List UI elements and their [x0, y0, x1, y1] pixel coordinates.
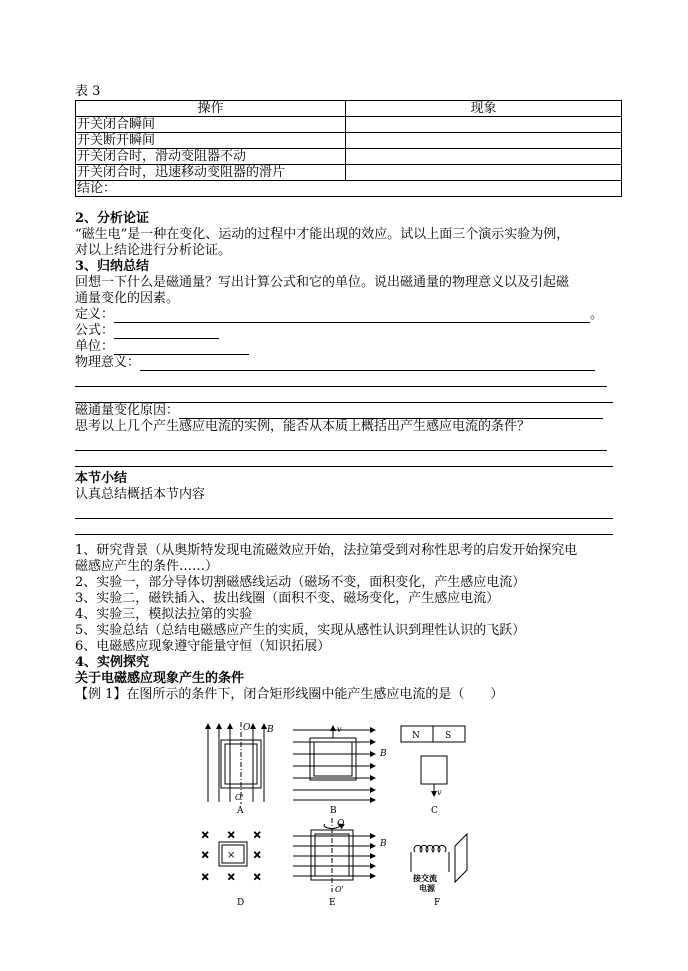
table-caption: 表 3: [75, 84, 101, 99]
formula-blank[interactable]: [114, 327, 219, 339]
figure-c-velocity-label: v: [437, 788, 442, 797]
summary-intro: 认真总结概括本节内容: [75, 487, 206, 502]
figure-label: F: [434, 898, 441, 908]
formula-label: 公式：: [75, 323, 115, 338]
definition-blank[interactable]: [114, 311, 590, 323]
meaning-line: [75, 355, 615, 371]
cause-label: 磁通量变化原因：: [75, 403, 180, 418]
summary-item: 2、实验一，部分导体切割磁感线运动（磁场不变，面积变化，产生感应电流）: [75, 575, 526, 590]
section-2-heading: 2、分析论证: [75, 211, 150, 226]
answer-rule[interactable]: [75, 519, 613, 535]
meaning-blank[interactable]: [140, 359, 595, 371]
row-operation: 开关闭合时，滑动变阻器不动: [76, 149, 346, 165]
magnet-north-label: N: [412, 731, 420, 741]
figure-c: [401, 726, 465, 796]
table-row: [76, 133, 622, 149]
unit-label: 单位：: [75, 339, 115, 354]
example-figure: [201, 720, 495, 920]
definition-end: 。: [590, 307, 604, 322]
figure-e-axis-label: O: [337, 819, 345, 829]
svg-text:×: ×: [253, 872, 262, 883]
answer-rule[interactable]: [75, 435, 607, 451]
answer-rule[interactable]: [75, 451, 613, 467]
figure-a-axis-label: O: [243, 723, 251, 733]
figure-e: [293, 818, 375, 892]
section-2-para-1: “磁生电”是一种在变化、运动的过程中才能出现的效应。试以上面三个演示实验为例，: [75, 227, 570, 242]
unit-line: [75, 339, 615, 355]
table-row: [76, 165, 622, 181]
answer-rule[interactable]: [75, 503, 613, 519]
section-3-para-2: 通量变化的因素。: [75, 291, 180, 306]
table-3: [75, 100, 622, 197]
svg-text:×: ×: [201, 850, 210, 861]
summary-heading: 本节小结: [75, 471, 128, 486]
row-phenomenon-cell[interactable]: [346, 133, 622, 149]
figure-a-axis-label-bottom: O': [235, 793, 244, 802]
ac-source-label-line-1: 接交流: [413, 873, 437, 883]
figure-a: [208, 722, 264, 804]
answer-rule[interactable]: [75, 387, 613, 403]
figure-e-axis-label-bottom: O': [335, 885, 344, 894]
svg-text:×: ×: [201, 872, 210, 883]
svg-text:×: ×: [227, 872, 236, 883]
section-4-subheading: 关于电磁感应现象产生的条件: [75, 671, 245, 686]
example-1-question: 【例 1】在图所示的条件下，闭合矩形线圈中能产生感应电流的是（ ）: [75, 687, 504, 702]
summary-item: 4、实验三，模拟法拉第的实验: [75, 607, 253, 622]
table-row: [76, 117, 622, 133]
summary-item: 磁感应产生的条件……）: [75, 559, 219, 574]
summary-item: 6、电磁感应现象遵守能量守恒（知识拓展）: [75, 639, 331, 654]
row-operation: 开关断开瞬间: [76, 133, 346, 149]
summary-item: 5、实验总结（总结电磁感应产生的实质，实现从感性认识到理性认识的飞跃）: [75, 623, 526, 638]
figure-b-field-label: B: [380, 749, 387, 759]
definition-line: [75, 307, 615, 323]
summary-item: 3、实验二，磁铁插入、拔出线圈（面积不变、磁场变化，产生感应电流）: [75, 591, 500, 606]
magnet-south-label: S: [445, 731, 452, 741]
definition-label: 定义：: [75, 307, 115, 322]
figure-b: [293, 726, 375, 800]
formula-line: [75, 323, 615, 339]
svg-text:×: ×: [253, 830, 262, 841]
answer-rule[interactable]: [75, 371, 607, 387]
figure-e-field-label: B: [380, 839, 387, 849]
unit-blank[interactable]: [114, 343, 249, 355]
table-conclusion-row: [76, 181, 622, 197]
section-3-para-1: 回想一下什么是磁通量？写出计算公式和它的单位。说出磁通量的物理意义以及引起磁: [75, 275, 570, 290]
ac-source-label-line-2: 电源: [419, 883, 435, 893]
row-operation: 开关闭合瞬间: [76, 117, 346, 133]
meaning-label: 物理意义：: [75, 355, 141, 370]
figure-a-field-label: B: [267, 725, 274, 735]
svg-text:×: ×: [201, 830, 210, 841]
row-phenomenon-cell[interactable]: [346, 117, 622, 133]
induction-diagrams: [201, 720, 495, 920]
svg-text:×: ×: [227, 850, 236, 861]
cause-blank[interactable]: [179, 407, 603, 419]
think-question: 思考以上几个产生感应电流的实例，能否从本质上概括出产生感应电流的条件？: [75, 419, 531, 434]
section-4-heading: 4、实例探究: [75, 655, 150, 670]
row-phenomenon-cell[interactable]: [346, 165, 622, 181]
figure-label: B: [330, 806, 337, 816]
figure-d: [201, 830, 261, 883]
figure-label: A: [237, 806, 244, 816]
svg-text:×: ×: [227, 830, 236, 841]
figure-label: C: [431, 806, 438, 816]
table-row: [76, 149, 622, 165]
header-phenomenon: 现象: [346, 101, 622, 117]
section-3-heading: 3、归纳总结: [75, 259, 150, 274]
summary-item: 1、研究背景（从奥斯特发现电流磁效应开始，法拉第受到对称性思考的启发开始探究电: [75, 543, 578, 558]
header-operation: 操作: [76, 101, 346, 117]
conclusion-cell[interactable]: 结论：: [76, 181, 622, 197]
svg-text:×: ×: [253, 850, 262, 861]
row-operation: 开关闭合时，迅速移动变阻器的滑片: [76, 165, 346, 181]
section-2-para-2: 对以上结论进行分析论证。: [75, 243, 232, 258]
cause-line: [75, 403, 615, 419]
figure-b-velocity-label: v: [337, 725, 342, 734]
row-phenomenon-cell[interactable]: [346, 149, 622, 165]
worksheet-page: [75, 84, 615, 703]
table-header-row: [76, 101, 622, 117]
figure-label: D: [237, 898, 245, 908]
figure-label: E: [329, 898, 336, 908]
